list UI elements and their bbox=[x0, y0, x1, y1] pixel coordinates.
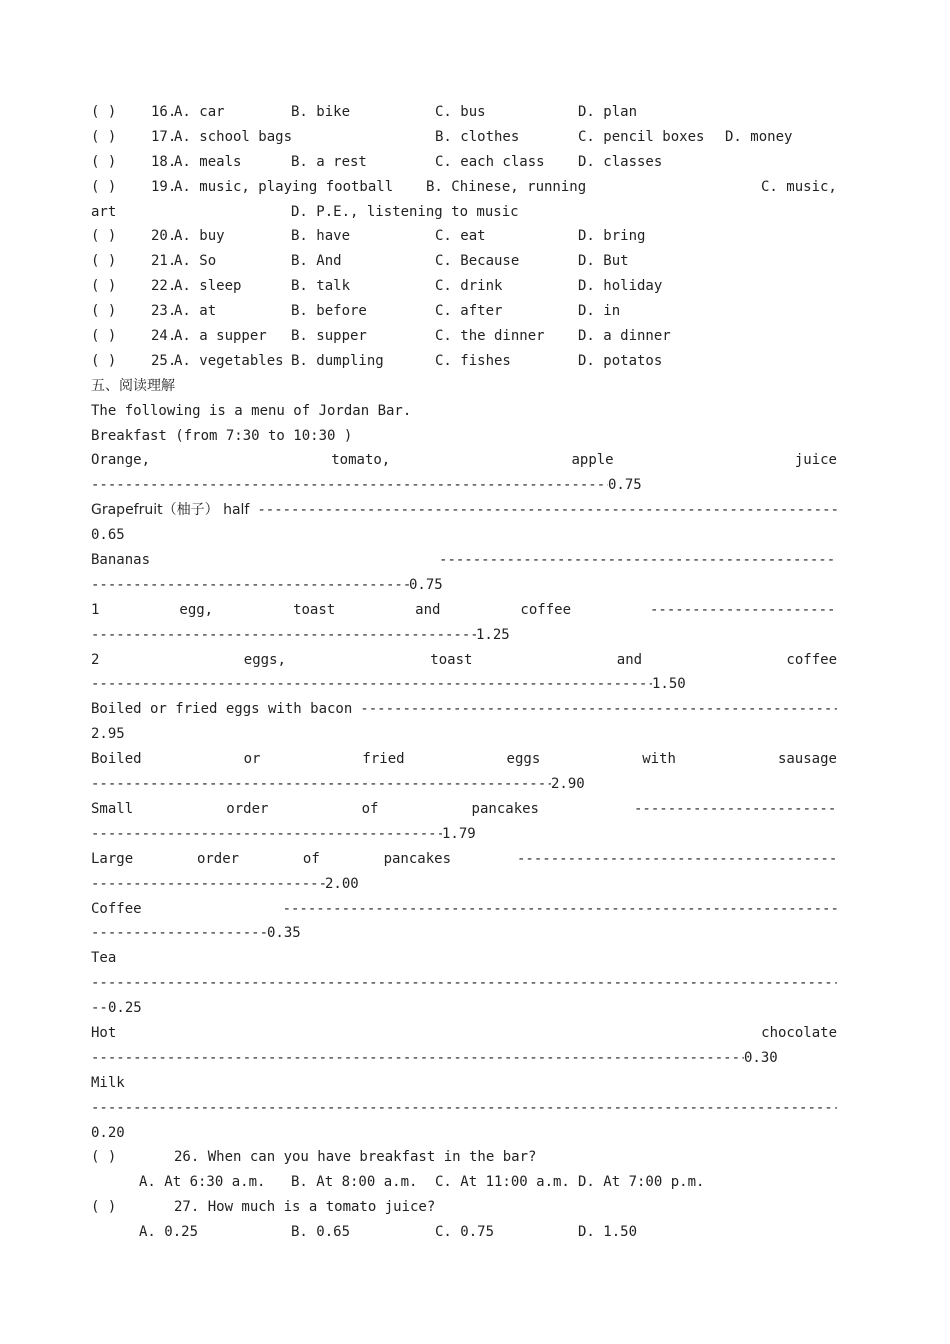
menu-price-grapefruit: 0.65 bbox=[91, 527, 125, 544]
option-a: A. 0.25 bbox=[139, 1224, 199, 1241]
menu-word: fried bbox=[362, 751, 405, 768]
answer-blank[interactable]: ( ) bbox=[91, 328, 117, 345]
menu-item-bananas bbox=[91, 548, 837, 573]
menu-word: pancakes bbox=[471, 800, 539, 817]
option-a: A. At 6:30 a.m. bbox=[139, 1174, 266, 1191]
menu-item-large-pancakes bbox=[91, 847, 837, 872]
option-b: B. a rest bbox=[291, 153, 367, 170]
menu-word: coffee bbox=[786, 651, 837, 668]
menu-price: 1.79 bbox=[442, 825, 476, 842]
menu-word: juice bbox=[794, 452, 837, 469]
menu-price: 1.25 bbox=[476, 626, 510, 643]
option-c: C. 0.75 bbox=[435, 1224, 495, 1241]
option-a: A. car bbox=[174, 104, 225, 120]
option-b: B. Chinese, running bbox=[426, 178, 587, 195]
menu-item-sausage bbox=[91, 747, 837, 772]
menu-price: 0.30 bbox=[744, 1049, 778, 1066]
question-16 bbox=[91, 100, 837, 125]
question-number: 24. bbox=[151, 328, 177, 345]
option-c: C. each class bbox=[435, 153, 545, 170]
option-c: C. bus bbox=[435, 104, 486, 120]
answer-blank[interactable]: ( ) bbox=[91, 352, 117, 369]
menu-leader-one-egg bbox=[91, 623, 837, 648]
option-a: A. school bags bbox=[174, 128, 293, 145]
option-b: B. before bbox=[291, 303, 367, 320]
option-d: D. a dinner bbox=[578, 328, 671, 345]
menu-word: toast bbox=[293, 601, 336, 618]
menu-word: Large bbox=[91, 850, 134, 867]
option-c: C. the dinner bbox=[435, 328, 545, 345]
answer-blank[interactable]: ( ) bbox=[91, 1199, 117, 1216]
menu-price: 0.75 bbox=[608, 477, 642, 494]
option-a: A. at bbox=[174, 303, 217, 320]
menu-price: 0.35 bbox=[267, 925, 301, 942]
question-17 bbox=[91, 125, 837, 150]
menu-word: Orange, bbox=[91, 452, 151, 469]
option-d: D. money bbox=[725, 128, 793, 145]
menu-word: sausage bbox=[777, 751, 837, 768]
option-b: B. supper bbox=[291, 328, 367, 345]
menu-word: eggs bbox=[506, 751, 541, 768]
question-27-options bbox=[91, 1220, 837, 1245]
menu-word: pancakes bbox=[383, 850, 451, 867]
worksheet-page bbox=[91, 100, 837, 1245]
question-number: 18. bbox=[151, 153, 177, 170]
question-number: 19. bbox=[151, 178, 177, 195]
menu-item-bacon bbox=[91, 697, 837, 722]
option-d: D. holiday bbox=[578, 278, 663, 295]
menu-price: 0.25 bbox=[108, 1000, 142, 1017]
question-number: 20. bbox=[151, 228, 177, 245]
menu-word: order bbox=[196, 850, 240, 867]
menu-leader-tea bbox=[91, 971, 837, 996]
menu-word: egg, bbox=[179, 601, 214, 618]
question-27 bbox=[91, 1195, 837, 1220]
answer-blank[interactable]: ( ) bbox=[91, 178, 117, 195]
question-text: 27. How much is a tomato juice? bbox=[174, 1199, 436, 1216]
option-b: B. At 8:00 a.m. bbox=[291, 1174, 418, 1191]
option-b: B. And bbox=[291, 253, 342, 270]
question-26-options bbox=[91, 1170, 837, 1195]
option-d: D. in bbox=[578, 303, 621, 320]
answer-blank[interactable]: ( ) bbox=[91, 153, 117, 170]
menu-item-one-egg bbox=[91, 598, 837, 623]
option-d: D. plan bbox=[578, 104, 638, 120]
menu-intro: The following is a menu of Jordan Bar. bbox=[91, 402, 412, 419]
question-number: 23. bbox=[151, 303, 177, 320]
breakfast-heading: Breakfast (from 7:30 to 10:30 ) bbox=[91, 427, 353, 444]
menu-item-small-pancakes bbox=[91, 797, 837, 822]
menu-leader-milk bbox=[91, 1096, 837, 1121]
question-number: 17. bbox=[151, 128, 177, 145]
question-22 bbox=[91, 274, 837, 299]
menu-word: eggs, bbox=[243, 651, 286, 668]
menu-price: 1.50 bbox=[652, 676, 686, 693]
option-c-continued: art bbox=[91, 203, 117, 220]
question-number: 25. bbox=[151, 352, 177, 369]
menu-word: coffee bbox=[520, 601, 571, 618]
menu-item-grapefruit bbox=[91, 498, 837, 523]
menu-leader-two-eggs bbox=[91, 672, 837, 697]
option-d: D. But bbox=[578, 253, 629, 270]
menu-word: Hot bbox=[91, 1024, 117, 1041]
question-20 bbox=[91, 224, 837, 249]
answer-blank[interactable]: ( ) bbox=[91, 303, 117, 320]
menu-item-tea: Tea bbox=[91, 950, 117, 967]
menu-price-tea bbox=[91, 996, 837, 1021]
question-number: 22. bbox=[151, 278, 177, 295]
menu-word: 2 bbox=[91, 651, 100, 668]
answer-blank[interactable]: ( ) bbox=[91, 228, 117, 245]
menu-leader-coffee bbox=[91, 921, 837, 946]
menu-price-milk: 0.20 bbox=[91, 1124, 125, 1141]
answer-blank[interactable]: ( ) bbox=[91, 278, 117, 295]
menu-item-coffee bbox=[91, 897, 837, 922]
question-24 bbox=[91, 324, 837, 349]
option-d: D. 1.50 bbox=[578, 1224, 638, 1241]
section-title: 五、阅读理解 bbox=[91, 377, 175, 394]
menu-item-hot-chocolate bbox=[91, 1021, 837, 1046]
answer-blank[interactable]: ( ) bbox=[91, 128, 117, 145]
menu-leader-bananas bbox=[91, 573, 837, 598]
menu-leader-small-pancakes bbox=[91, 822, 837, 847]
option-c: C. after bbox=[435, 303, 503, 320]
answer-blank[interactable]: ( ) bbox=[91, 104, 117, 120]
menu-word: and bbox=[616, 651, 643, 668]
menu-word: toast bbox=[430, 651, 473, 668]
option-a: A. music, playing football bbox=[174, 178, 394, 195]
menu-word: and bbox=[415, 601, 441, 618]
question-number: 21. bbox=[151, 253, 177, 270]
menu-word: tomato, bbox=[331, 452, 391, 469]
answer-blank[interactable]: ( ) bbox=[91, 1149, 117, 1166]
option-b: B. talk bbox=[291, 278, 351, 295]
menu-price-bacon: 2.95 bbox=[91, 726, 125, 743]
menu-item-two-eggs bbox=[91, 648, 837, 673]
menu-label: Bananas bbox=[91, 552, 151, 569]
menu-word: order bbox=[226, 800, 269, 817]
menu-word: chocolate bbox=[761, 1024, 837, 1041]
menu-word: or bbox=[243, 751, 261, 768]
menu-price: 2.90 bbox=[551, 776, 585, 793]
menu-label: Boiled or fried eggs with bacon bbox=[91, 701, 353, 718]
menu-word: of bbox=[302, 850, 320, 867]
option-c: C. music, bbox=[761, 178, 837, 195]
option-b: B. clothes bbox=[435, 128, 520, 145]
option-b: B. 0.65 bbox=[291, 1224, 351, 1241]
question-25 bbox=[91, 349, 837, 374]
menu-word: Small bbox=[91, 800, 134, 817]
option-a: A. sleep bbox=[174, 278, 242, 295]
option-d: D. At 7:00 p.m. bbox=[578, 1174, 705, 1191]
option-b: B. dumpling bbox=[291, 352, 384, 369]
question-19-continued bbox=[91, 200, 837, 225]
option-a: A. meals bbox=[174, 153, 242, 170]
menu-item-juice bbox=[91, 448, 837, 473]
menu-word: of bbox=[361, 800, 379, 817]
menu-price: 0.75 bbox=[409, 576, 443, 593]
option-d: D. P.E., listening to music bbox=[291, 203, 519, 220]
option-c: C. fishes bbox=[435, 352, 511, 369]
menu-leader-sausage bbox=[91, 772, 837, 797]
menu-word: apple bbox=[571, 452, 614, 469]
option-c: C. Because bbox=[435, 253, 520, 270]
question-21 bbox=[91, 249, 837, 274]
question-number: 16. bbox=[151, 104, 177, 120]
menu-word: with bbox=[642, 751, 676, 768]
question-19 bbox=[91, 175, 837, 200]
menu-word: Boiled bbox=[91, 751, 142, 768]
menu-leader-juice bbox=[91, 473, 837, 498]
option-a: A. So bbox=[174, 253, 217, 270]
question-23 bbox=[91, 299, 837, 324]
option-b: B. have bbox=[291, 228, 351, 245]
option-a: A. buy bbox=[174, 228, 225, 245]
option-d: D. potatos bbox=[578, 352, 663, 369]
option-c: C. At 11:00 a.m. bbox=[435, 1174, 570, 1191]
question-text: 26. When can you have breakfast in the bar? bbox=[174, 1149, 537, 1166]
option-a: A. a supper bbox=[174, 328, 267, 345]
option-d: D. classes bbox=[578, 153, 663, 170]
menu-label: Coffee bbox=[91, 900, 142, 917]
menu-leader-large-pancakes bbox=[91, 872, 837, 897]
menu-leader-hot-chocolate bbox=[91, 1046, 837, 1071]
menu-word: 1 bbox=[91, 601, 100, 618]
menu-item-milk: Milk bbox=[91, 1074, 125, 1091]
menu-label: Grapefruit（柚子） half bbox=[91, 502, 250, 519]
menu-price: 2.00 bbox=[325, 875, 359, 892]
option-c: C. pencil boxes bbox=[578, 128, 705, 145]
option-b: B. bike bbox=[291, 104, 351, 120]
question-18 bbox=[91, 150, 837, 175]
question-26 bbox=[91, 1145, 837, 1170]
option-a: A. vegetables bbox=[174, 352, 284, 369]
option-c: C. eat bbox=[435, 228, 486, 245]
option-c: C. drink bbox=[435, 278, 503, 295]
option-d: D. bring bbox=[578, 228, 646, 245]
answer-blank[interactable]: ( ) bbox=[91, 253, 117, 270]
